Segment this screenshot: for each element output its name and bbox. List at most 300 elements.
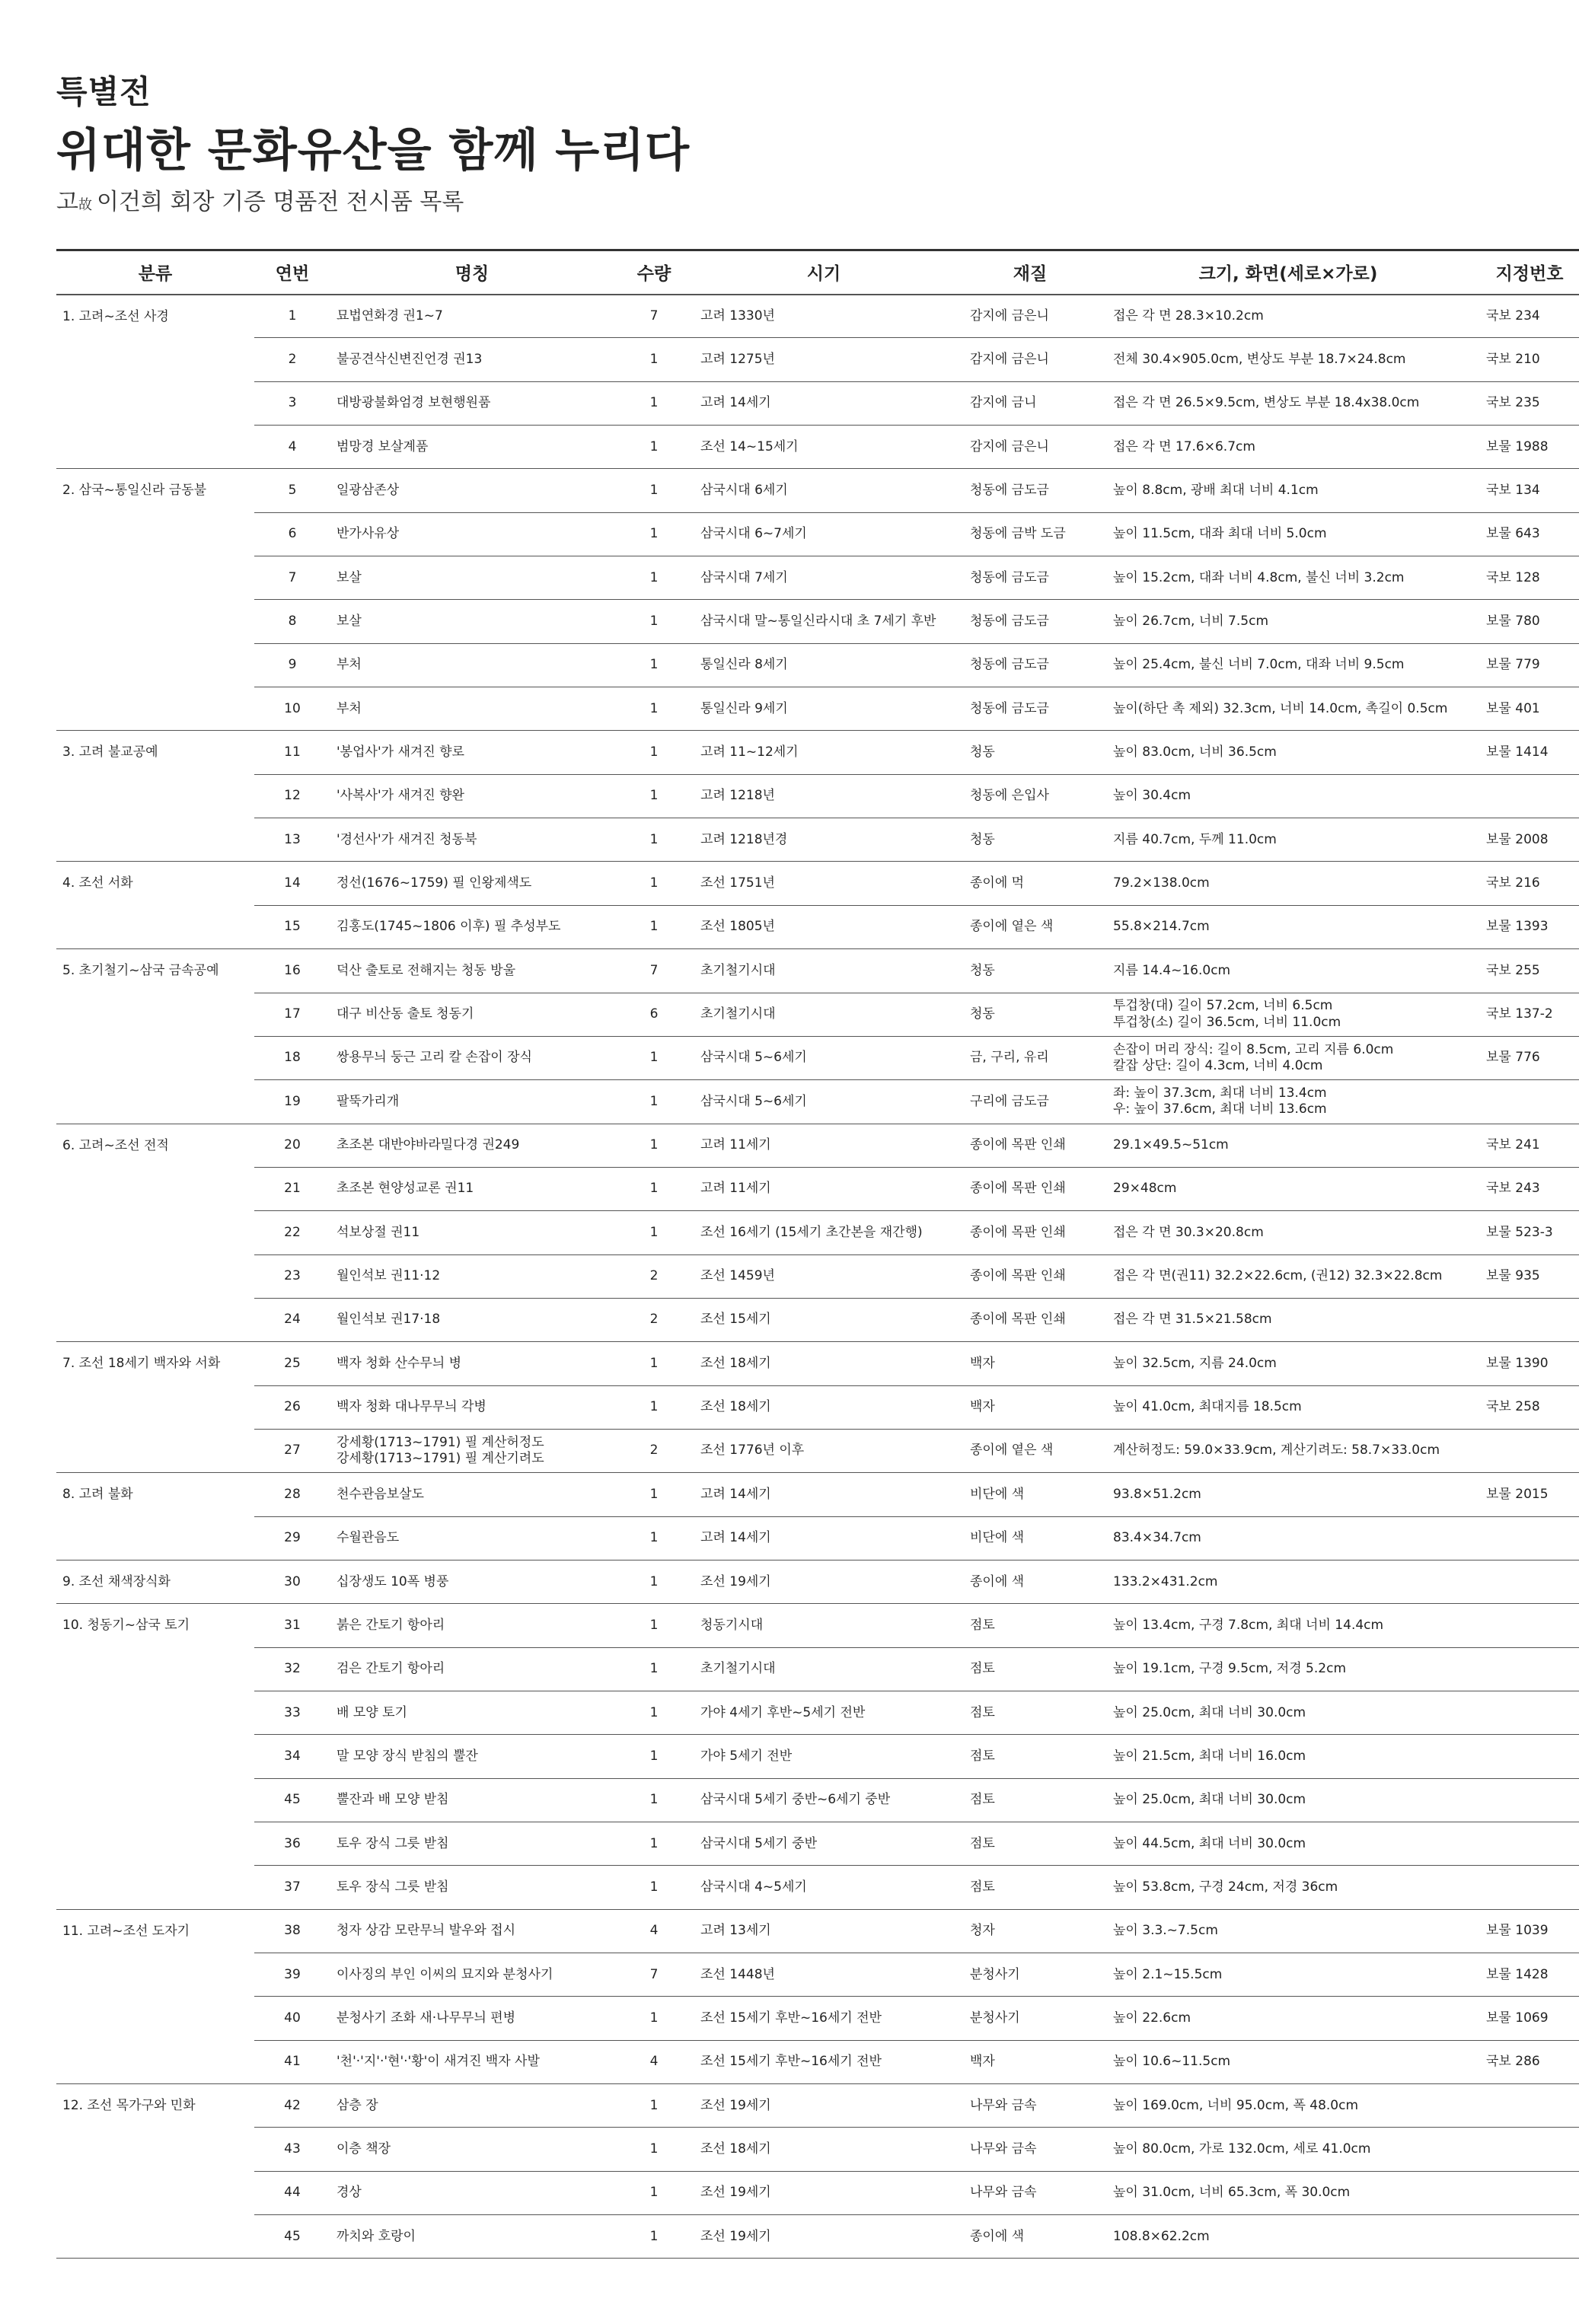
cell-name: 월인석보 권17·18: [330, 1298, 614, 1341]
cell-designation: 국보 286: [1480, 2040, 1579, 2083]
cell-size: 29.1×49.5~51cm: [1107, 1124, 1469, 1167]
column-gap: [254, 1385, 265, 1429]
column-gap: [254, 1604, 265, 1647]
cell-designation: [1480, 774, 1579, 818]
column-gap: [684, 949, 694, 993]
column-gap: [1096, 1647, 1107, 1691]
cell-name: 월인석보 권11·12: [330, 1254, 614, 1298]
cell-period: 고려 1330년: [694, 295, 953, 338]
table-row: [56, 1691, 1579, 1735]
cell-period: 삼국시대 6~7세기: [694, 512, 953, 556]
cell-material: 종이에 목판 인쇄: [964, 1124, 1096, 1167]
cell-designation: [1480, 1560, 1579, 1603]
column-gap: [684, 905, 694, 948]
table-row: [56, 2040, 1579, 2083]
cell-no: 9: [265, 643, 320, 687]
category-cell: 3. 고려 불교공예: [56, 731, 254, 862]
column-gap: [614, 1909, 624, 1953]
cell-period: 조선 1751년: [694, 862, 953, 905]
cell-no: 41: [265, 2040, 320, 2083]
cell-material: 청동에 금도금: [964, 687, 1096, 731]
column-gap: [320, 2171, 330, 2214]
table-row: [56, 687, 1579, 731]
column-gap: [254, 1735, 265, 1778]
column-gap: [320, 1647, 330, 1691]
column-gap: [684, 426, 694, 469]
cell-qty: 2: [624, 1254, 684, 1298]
column-gap: [1096, 818, 1107, 862]
cell-no: 36: [265, 1822, 320, 1866]
column-gap: [320, 1953, 330, 1997]
column-gap: [320, 949, 330, 993]
column-gap: [614, 731, 624, 774]
cell-material: 나무와 금속: [964, 2084, 1096, 2128]
column-gap: [953, 512, 964, 556]
cell-qty: 1: [624, 1691, 684, 1735]
column-gap: [1469, 643, 1480, 687]
column-gap: [254, 643, 265, 687]
column-gap: [614, 1516, 624, 1560]
cell-designation: 보물 1428: [1480, 1953, 1579, 1997]
column-gap: [254, 1822, 265, 1866]
column-gap: [953, 687, 964, 731]
column-gap: [320, 1385, 330, 1429]
column-gap: [684, 556, 694, 600]
column-gap: [1096, 250, 1107, 295]
cell-designation: 국보 128: [1480, 556, 1579, 600]
cell-name: 범망경 보살계품: [330, 426, 614, 469]
cell-material: 청자: [964, 1909, 1096, 1953]
cell-name: 토우 장식 그릇 받침: [330, 1866, 614, 1909]
column-gap: [320, 426, 330, 469]
column-gap: [254, 1909, 265, 1953]
cell-size-line-1: 투겁창(대) 길이 57.2cm, 너비 6.5cm: [1113, 998, 1333, 1014]
column-gap: [1096, 2128, 1107, 2171]
column-gap: [1469, 1822, 1480, 1866]
table-row: [56, 949, 1579, 993]
cell-size: 83.4×34.7cm: [1107, 1516, 1469, 1560]
column-gap: [953, 1778, 964, 1822]
cell-no: 6: [265, 512, 320, 556]
column-gap: [953, 295, 964, 338]
column-gap: [1096, 2215, 1107, 2259]
cell-material: 점토: [964, 1604, 1096, 1647]
cell-designation: 보물 1988: [1480, 426, 1579, 469]
cell-qty: 1: [624, 643, 684, 687]
column-gap: [684, 774, 694, 818]
column-gap: [614, 1298, 624, 1341]
cell-designation: [1480, 1298, 1579, 1341]
page-title: 위대한 문화유산을 함께 누리다: [56, 124, 691, 177]
column-gap: [953, 1036, 964, 1079]
cell-period: 조선 14~15세기: [694, 426, 953, 469]
column-gap: [254, 1560, 265, 1603]
cell-material: 종이에 목판 인쇄: [964, 1298, 1096, 1341]
cell-qty: 1: [624, 2084, 684, 2128]
column-gap: [254, 1254, 265, 1298]
column-gap: [1096, 1298, 1107, 1341]
column-gap: [614, 250, 624, 295]
cell-no: 2: [265, 338, 320, 381]
column-gap: [1096, 469, 1107, 512]
cell-name: 일광삼존상: [330, 469, 614, 512]
cell-no: 23: [265, 1254, 320, 1298]
column-gap: [953, 1254, 964, 1298]
exhibit-table: [56, 249, 1579, 2259]
cell-material: 점토: [964, 1647, 1096, 1691]
cell-qty: 1: [624, 731, 684, 774]
column-gap: [1469, 250, 1480, 295]
column-gap: [320, 2215, 330, 2259]
cell-period: 조선 1459년: [694, 1254, 953, 1298]
cell-designation: [1480, 1604, 1579, 1647]
cell-qty: 1: [624, 1036, 684, 1079]
column-gap: [684, 993, 694, 1036]
cell-material: 청동에 금도금: [964, 469, 1096, 512]
column-gap: [953, 1604, 964, 1647]
cell-name: '봉업사'가 새겨진 향로: [330, 731, 614, 774]
column-gap: [614, 643, 624, 687]
column-gap: [1469, 1211, 1480, 1254]
cell-period: 삼국시대 5~6세기: [694, 1080, 953, 1124]
column-gap: [684, 1604, 694, 1647]
cell-qty: 1: [624, 1211, 684, 1254]
table-row: [56, 600, 1579, 643]
column-gap: [1469, 1124, 1480, 1167]
cell-no: 17: [265, 993, 320, 1036]
column-gap: [320, 1516, 330, 1560]
cell-size: 93.8×51.2cm: [1107, 1473, 1469, 1516]
cell-designation: [1480, 2084, 1579, 2128]
column-gap: [254, 1342, 265, 1385]
column-gap: [254, 1167, 265, 1210]
column-gap: [684, 512, 694, 556]
column-gap: [1469, 1691, 1480, 1735]
cell-size: 높이 3.3.~7.5cm: [1107, 1909, 1469, 1953]
column-gap: [614, 1953, 624, 1997]
column-gap: [614, 1254, 624, 1298]
cell-material: 점토: [964, 1735, 1096, 1778]
column-gap: [953, 1385, 964, 1429]
cell-name: 백자 청화 산수무늬 병: [330, 1342, 614, 1385]
cell-name: 불공견삭신변진언경 권13: [330, 338, 614, 381]
column-gap: [684, 1124, 694, 1167]
column-gap: [614, 512, 624, 556]
cell-material: 청동: [964, 993, 1096, 1036]
cell-period: 삼국시대 4~5세기: [694, 1866, 953, 1909]
column-gap: [614, 905, 624, 948]
cell-period: 조선 1776년 이후: [694, 1429, 953, 1472]
cell-no: 27: [265, 1429, 320, 1472]
column-gap: [254, 862, 265, 905]
cell-size: 접은 각 면 17.6×6.7cm: [1107, 426, 1469, 469]
column-gap: [254, 1778, 265, 1822]
cell-size: 133.2×431.2cm: [1107, 1560, 1469, 1603]
cell-period: 조선 18세기: [694, 2128, 953, 2171]
column-gap: [684, 643, 694, 687]
column-gap: [953, 1124, 964, 1167]
column-gap: [254, 2215, 265, 2259]
cell-no: 30: [265, 1560, 320, 1603]
column-gap: [684, 1909, 694, 1953]
cell-period: 가야 5세기 전반: [694, 1735, 953, 1778]
cell-size: 높이 80.0cm, 가로 132.0cm, 세로 41.0cm: [1107, 2128, 1469, 2171]
column-gap: [254, 2171, 265, 2214]
cell-period: 통일신라 9세기: [694, 687, 953, 731]
cell-period: 조선 1805년: [694, 905, 953, 948]
cell-qty: 1: [624, 1167, 684, 1210]
cell-name: 뿔잔과 배 모양 받침: [330, 1778, 614, 1822]
cell-no: 18: [265, 1036, 320, 1079]
column-gap: [320, 1997, 330, 2040]
cell-period: 초기철기시대: [694, 993, 953, 1036]
column-gap: [320, 1735, 330, 1778]
cell-designation: 국보 258: [1480, 1385, 1579, 1429]
column-gap: [254, 993, 265, 1036]
cell-name: 분청사기 조화 새·나무무늬 편병: [330, 1997, 614, 2040]
cell-qty: 1: [624, 862, 684, 905]
cell-no: 1: [265, 295, 320, 338]
cell-qty: 1: [624, 2171, 684, 2214]
cell-size: 높이 25.0cm, 최대 너비 30.0cm: [1107, 1778, 1469, 1822]
column-gap: [614, 1822, 624, 1866]
cell-qty: 7: [624, 949, 684, 993]
column-gap: [254, 512, 265, 556]
column-gap: [1096, 2084, 1107, 2128]
cell-no: 29: [265, 1516, 320, 1560]
cell-no: 26: [265, 1385, 320, 1429]
column-gap: [953, 2215, 964, 2259]
cell-size: 접은 각 면 30.3×20.8cm: [1107, 1211, 1469, 1254]
category-cell: 12. 조선 목가구와 민화: [56, 2084, 254, 2259]
column-gap: [1469, 1385, 1480, 1429]
col-header-no: 연번: [265, 250, 320, 295]
column-gap: [953, 1866, 964, 1909]
column-gap: [254, 1691, 265, 1735]
cell-name: 석보상절 권11: [330, 1211, 614, 1254]
column-gap: [254, 949, 265, 993]
cell-qty: 1: [624, 1473, 684, 1516]
column-gap: [1096, 556, 1107, 600]
column-gap: [1469, 338, 1480, 381]
cell-qty: 6: [624, 993, 684, 1036]
column-gap: [1096, 862, 1107, 905]
cell-period: 고려 14세기: [694, 1473, 953, 1516]
cell-designation: 국보 241: [1480, 1124, 1579, 1167]
column-gap: [1096, 774, 1107, 818]
column-gap: [320, 1254, 330, 1298]
cell-designation: 보물 935: [1480, 1254, 1579, 1298]
cell-qty: 1: [624, 1647, 684, 1691]
cell-designation: 보물 1414: [1480, 731, 1579, 774]
column-gap: [254, 2128, 265, 2171]
cell-no: 45: [265, 1778, 320, 1822]
table-row: [56, 643, 1579, 687]
cell-designation: 보물 2008: [1480, 818, 1579, 862]
cell-material: 나무와 금속: [964, 2171, 1096, 2214]
table-row: [56, 1953, 1579, 1997]
column-gap: [614, 469, 624, 512]
cell-no: 22: [265, 1211, 320, 1254]
cell-material: 백자: [964, 2040, 1096, 2083]
column-gap: [320, 1211, 330, 1254]
cell-designation: [1480, 1691, 1579, 1735]
cell-no: 28: [265, 1473, 320, 1516]
column-gap: [1469, 1298, 1480, 1341]
cell-qty: 2: [624, 1429, 684, 1472]
column-gap: [320, 1342, 330, 1385]
column-gap: [320, 600, 330, 643]
column-gap: [953, 1997, 964, 2040]
column-gap: [614, 1124, 624, 1167]
cell-name: 초조본 현양성교론 권11: [330, 1167, 614, 1210]
column-gap: [320, 512, 330, 556]
column-gap: [1469, 1036, 1480, 1079]
column-gap: [614, 862, 624, 905]
cell-name: 보살: [330, 600, 614, 643]
column-gap: [320, 1473, 330, 1516]
col-header-material: 재질: [964, 250, 1096, 295]
cell-name: '천'·'지'·'현'·'황'이 새겨진 백자 사발: [330, 2040, 614, 2083]
column-gap: [953, 1647, 964, 1691]
column-gap: [1096, 1080, 1107, 1124]
cell-material: 점토: [964, 1691, 1096, 1735]
cell-size: 높이(하단 촉 제외) 32.3cm, 너비 14.0cm, 촉길이 0.5cm: [1107, 687, 1469, 731]
column-gap: [614, 295, 624, 338]
column-gap: [1469, 556, 1480, 600]
column-gap: [320, 1822, 330, 1866]
cell-size: 전체 30.4×905.0cm, 변상도 부분 18.7×24.8cm: [1107, 338, 1469, 381]
cell-designation: 보물 1390: [1480, 1342, 1579, 1385]
column-gap: [1469, 1516, 1480, 1560]
cell-material: 감지에 금은니: [964, 295, 1096, 338]
column-gap: [254, 426, 265, 469]
column-gap: [953, 2040, 964, 2083]
cell-designation: 보물 1039: [1480, 1909, 1579, 1953]
table-row: [56, 1429, 1579, 1472]
column-gap: [684, 2084, 694, 2128]
cell-qty: 1: [624, 512, 684, 556]
cell-material: 백자: [964, 1385, 1096, 1429]
table-row: [56, 1997, 1579, 2040]
category-cell: 11. 고려~조선 도자기: [56, 1909, 254, 2083]
cell-designation: 국보 255: [1480, 949, 1579, 993]
cell-material: 종이에 목판 인쇄: [964, 1167, 1096, 1210]
cell-designation: [1480, 1647, 1579, 1691]
column-gap: [953, 949, 964, 993]
cell-designation: 보물 776: [1480, 1036, 1579, 1079]
table-row: [56, 905, 1579, 948]
cell-period: 삼국시대 6세기: [694, 469, 953, 512]
cell-material: 점토: [964, 1866, 1096, 1909]
cell-name: 초조본 대반야바라밀다경 권249: [330, 1124, 614, 1167]
cell-designation: 보물 523-3: [1480, 1211, 1579, 1254]
cell-qty: 1: [624, 1124, 684, 1167]
cell-size-line-1: 손잡이 머리 장식: 길이 8.5cm, 고리 지름 6.0cm: [1113, 1041, 1394, 1057]
cell-designation: 국보 235: [1480, 381, 1579, 425]
column-gap: [614, 1473, 624, 1516]
table-row: [56, 1080, 1579, 1124]
cell-name: 부처: [330, 687, 614, 731]
table-row: [56, 338, 1579, 381]
column-gap: [254, 2040, 265, 2083]
column-gap: [320, 905, 330, 948]
column-gap: [1096, 1822, 1107, 1866]
cell-size-line-2: 투겁창(소) 길이 36.5cm, 너비 11.0cm: [1113, 1014, 1341, 1030]
column-gap: [614, 993, 624, 1036]
column-gap: [1469, 512, 1480, 556]
cell-size: [1107, 1080, 1469, 1124]
column-gap: [684, 1254, 694, 1298]
column-gap: [1469, 774, 1480, 818]
cell-name: 쌍용무늬 둥근 고리 칼 손잡이 장식: [330, 1036, 614, 1079]
column-gap: [320, 1298, 330, 1341]
column-gap: [614, 1342, 624, 1385]
column-gap: [614, 2171, 624, 2214]
cell-designation: 보물 780: [1480, 600, 1579, 643]
column-gap: [684, 1298, 694, 1341]
column-gap: [254, 556, 265, 600]
cell-designation: 국보 243: [1480, 1167, 1579, 1210]
cell-name: 청자 상감 모란무늬 발우와 접시: [330, 1909, 614, 1953]
cell-designation: [1480, 2171, 1579, 2214]
cell-name: 대구 비산동 출토 청동기: [330, 993, 614, 1036]
table-row: [56, 1211, 1579, 1254]
column-gap: [953, 774, 964, 818]
table-row: [56, 1254, 1579, 1298]
cell-designation: 보물 779: [1480, 643, 1579, 687]
column-gap: [614, 1735, 624, 1778]
cell-size: 높이 13.4cm, 구경 7.8cm, 최대 너비 14.4cm: [1107, 1604, 1469, 1647]
column-gap: [1469, 2084, 1480, 2128]
column-gap: [1096, 512, 1107, 556]
cell-qty: 1: [624, 1385, 684, 1429]
cell-size: 높이 2.1~15.5cm: [1107, 1953, 1469, 1997]
cell-name: '경선사'가 새겨진 청동북: [330, 818, 614, 862]
page-subtitle: [56, 183, 464, 216]
col-header-period: 시기: [694, 250, 953, 295]
column-gap: [1469, 1254, 1480, 1298]
column-gap: [1096, 949, 1107, 993]
table-row: [56, 1516, 1579, 1560]
column-gap: [684, 1429, 694, 1472]
column-gap: [1096, 643, 1107, 687]
cell-name: 대방광불화엄경 보현행원품: [330, 381, 614, 425]
table-row: [56, 2171, 1579, 2214]
cell-no: 14: [265, 862, 320, 905]
column-gap: [614, 2084, 624, 2128]
table-row: [56, 1604, 1579, 1647]
column-gap: [320, 1909, 330, 1953]
column-gap: [1096, 338, 1107, 381]
cell-material: 나무와 금속: [964, 2128, 1096, 2171]
column-gap: [1096, 1473, 1107, 1516]
cell-size-line-2: 칼잡 상단: 길이 4.3cm, 너비 4.0cm: [1113, 1058, 1323, 1074]
cell-size: 높이 83.0cm, 너비 36.5cm: [1107, 731, 1469, 774]
subtitle-prefix: 고: [56, 189, 78, 215]
column-gap: [684, 1691, 694, 1735]
column-gap: [614, 1866, 624, 1909]
cell-size: 높이 10.6~11.5cm: [1107, 2040, 1469, 2083]
column-gap: [254, 774, 265, 818]
cell-material: 종이에 색: [964, 2215, 1096, 2259]
column-gap: [1469, 1167, 1480, 1210]
column-gap: [614, 1429, 624, 1472]
cell-designation: [1480, 1429, 1579, 1472]
cell-period: 조선 18세기: [694, 1385, 953, 1429]
column-gap: [320, 556, 330, 600]
column-gap: [1469, 1953, 1480, 1997]
